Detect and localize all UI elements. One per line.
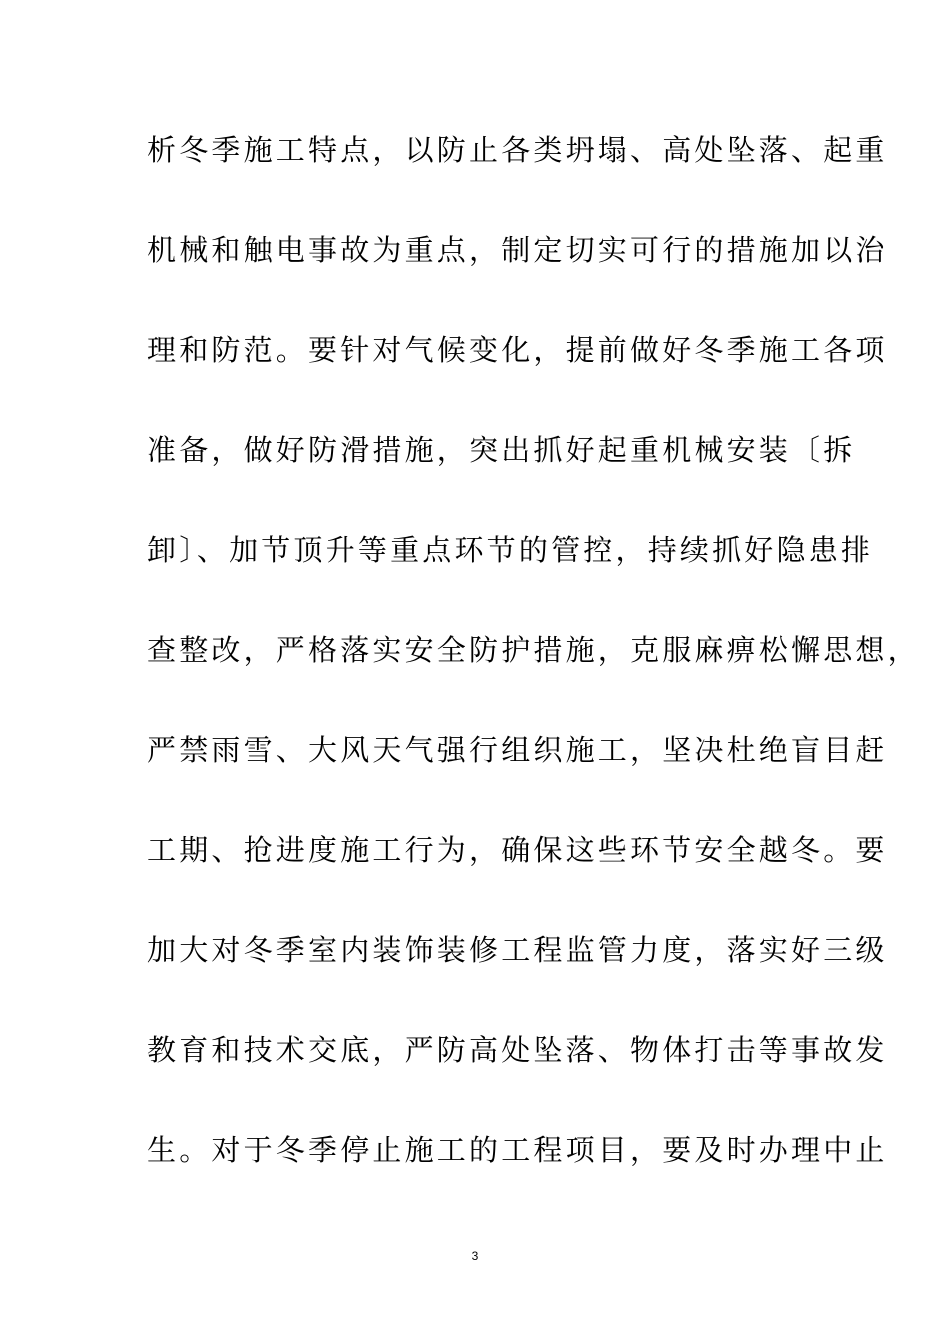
text-line: 机械和触电事故为重点，制定切实可行的措施加以治: [147, 233, 888, 267]
text-line: 析冬季施工特点，以防止各类坍塌、高处坠落、起重: [147, 133, 888, 167]
text-line: 生。对于冬季停止施工的工程项目，要及时办理中止: [147, 1133, 888, 1167]
text-line: 加大对冬季室内装饰装修工程监管力度，落实好三级: [147, 933, 888, 967]
text-line: 准备，做好防滑措施，突出抓好起重机械安装〔拆: [147, 433, 856, 467]
text-line: 卸〕、加节顶升等重点环节的管控，持续抓好隐患排: [147, 533, 874, 567]
page-number: 3: [471, 1249, 479, 1263]
text-line: 教育和技术交底，严防高处坠落、物体打击等事故发: [147, 1033, 888, 1067]
text-line: 工期、抢进度施工行为，确保这些环节安全越冬。要: [147, 833, 888, 867]
text-line: 严禁雨雪、大风天气强行组织施工，坚决杜绝盲目赶: [147, 733, 888, 767]
text-line: 理和防范。要针对气候变化，提前做好冬季施工各项: [147, 333, 888, 367]
text-line: 查整改，严格落实安全防护措施，克服麻痹松懈思想，: [147, 633, 920, 667]
